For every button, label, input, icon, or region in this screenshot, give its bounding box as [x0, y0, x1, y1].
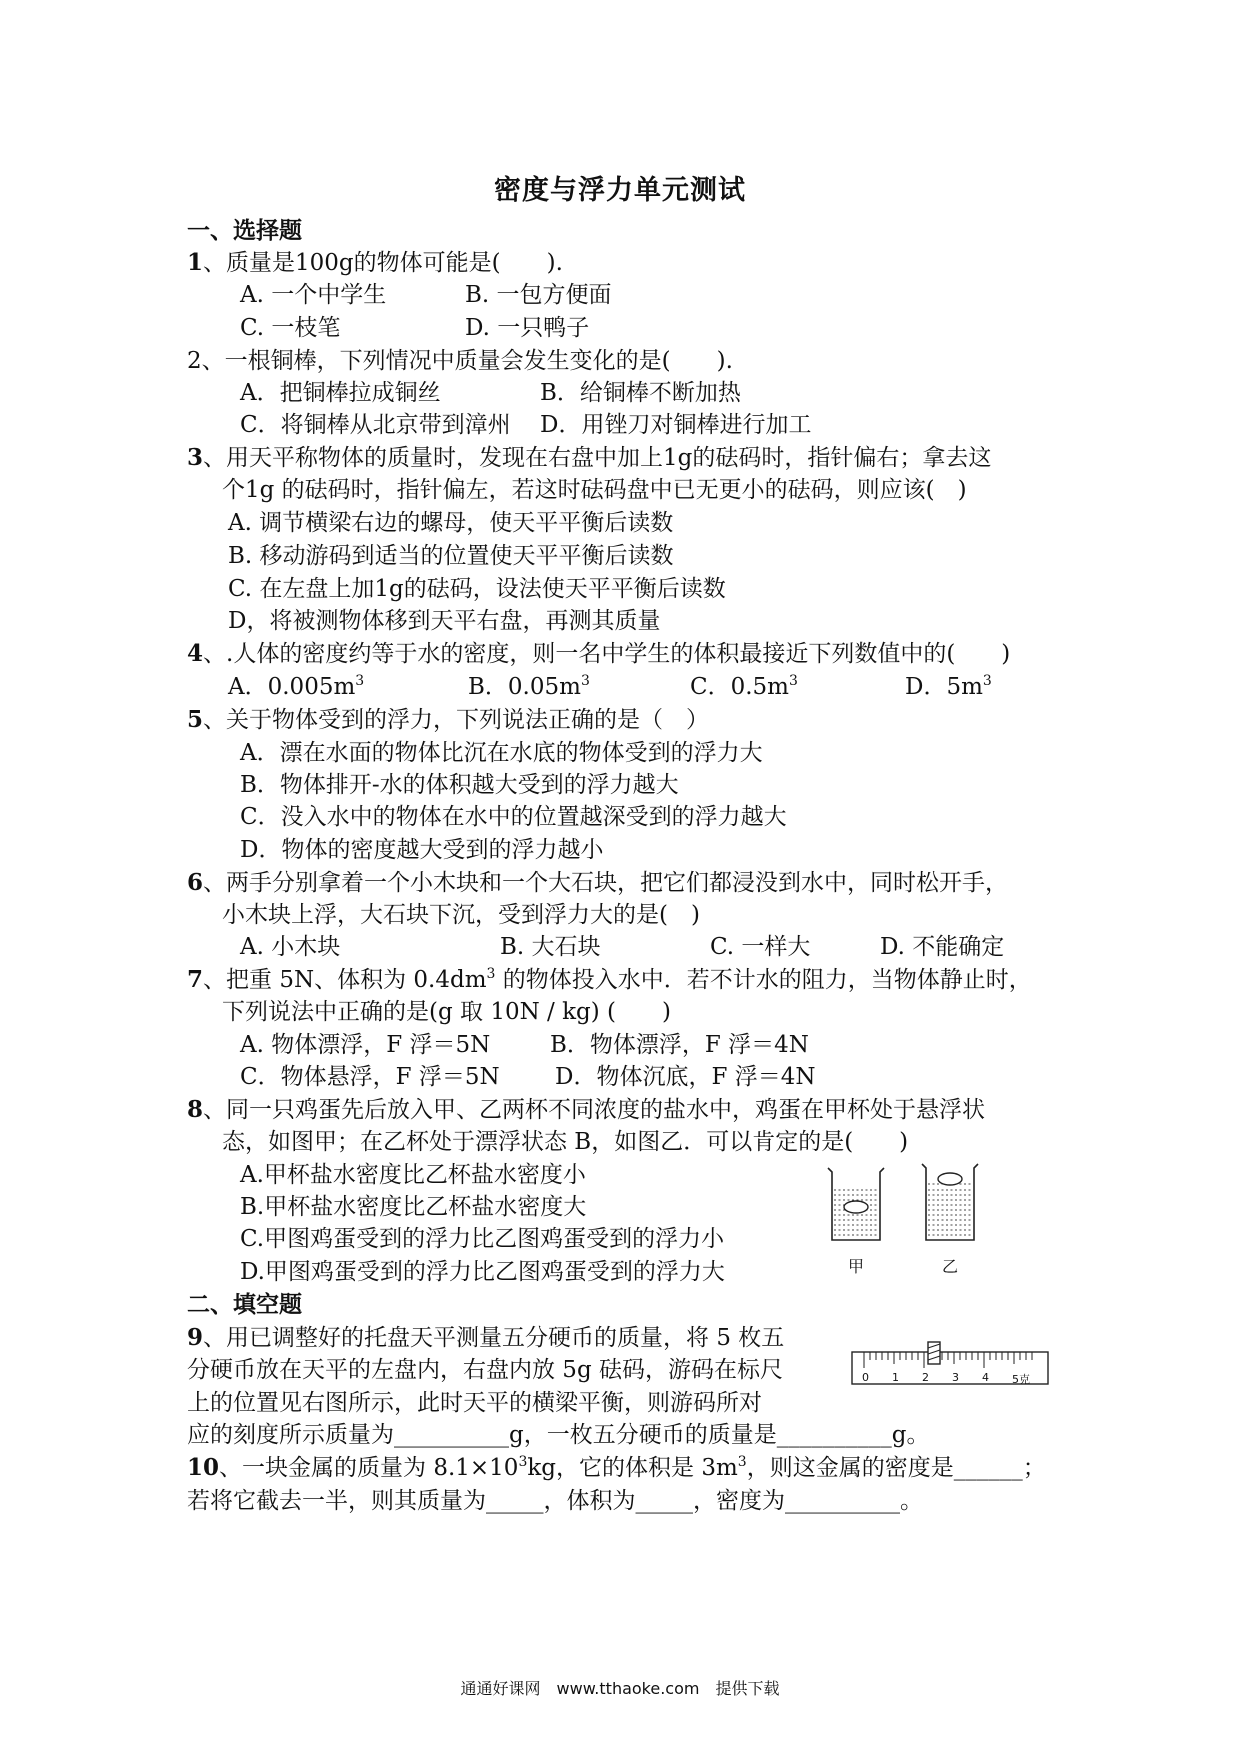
question-number: 1: [187, 249, 204, 276]
question-10-cont: 若将它截去一半，则其质量为_____，体积为_____，密度为__________。: [187, 1488, 923, 1514]
beaker-jia: [828, 1168, 884, 1240]
q5-option-c: C．没入水中的物体在水中的位置越深受到的浮力越大: [240, 804, 787, 830]
q3-option-d: D，将被测物体移到天平右盘，再测其质量: [228, 608, 661, 634]
question-number: 3: [187, 444, 204, 471]
question-7: 7、把重 5N、体积为 $0.4dm^3$ 的物体投入水中．若不计水的阻力，当物体静止时，: [187, 966, 1032, 993]
question-number: 4: [187, 640, 204, 667]
beaker-figure: [820, 1160, 1000, 1284]
figure-label-jia: 甲: [848, 1257, 865, 1276]
page-title: 密度与浮力单元测试: [494, 175, 746, 206]
ruler-label: 5克: [1012, 1373, 1030, 1386]
q2-option-a: A．把铜棒拉成铜丝: [240, 380, 441, 406]
q8-option-a: A.甲杯盐水密度比乙杯盐水密度小: [240, 1162, 586, 1188]
question-3: [187, 443, 991, 473]
q2-option-c: C．将铜棒从北京带到漳州: [240, 412, 511, 438]
question-number: 5: [187, 706, 204, 733]
q7-option-d: D．物体沉底，F 浮＝4N: [555, 1064, 816, 1090]
q7-option-b: B．物体漂浮，F 浮＝4N: [550, 1032, 809, 1058]
question-3-cont: 个1g 的砝码时，指针偏左，若这时砝码盘中已无更小的砝码，则应该( ): [222, 477, 967, 503]
q1-option-a: A. 一个中学生: [240, 282, 387, 308]
q6-option-c: C. 一样大: [710, 934, 811, 960]
question-number: 9: [187, 1324, 204, 1351]
q5-option-d: D．物体的密度越大受到的浮力越小: [240, 837, 604, 863]
question-text: 、.人体的密度约等于水的密度，则一名中学生的体积最接近下列数值中的( ): [203, 641, 1011, 667]
ruler-label: 4: [982, 1371, 989, 1384]
question-text: 、质量是100g的物体可能是( ).: [203, 250, 563, 276]
q4-option-b: B．$0.05m^3$: [468, 673, 590, 700]
q1-option-c: C. 一枝笔: [240, 315, 341, 341]
ruler-figure: [850, 1340, 1050, 1394]
q8-option-b: B.甲杯盐水密度比乙杯盐水密度大: [240, 1194, 587, 1220]
question-text: 、同一只鸡蛋先后放入甲、乙两杯不同浓度的盐水中，鸡蛋在甲杯处于悬浮状: [203, 1097, 986, 1123]
q6-option-b: B. 大石块: [500, 934, 601, 960]
q4-option-d: D．$5m^3$: [905, 673, 992, 700]
q5-option-b: B．物体排开-水的体积越大受到的浮力越大: [240, 772, 679, 798]
question-number: 6: [187, 869, 204, 896]
question-number: 7: [187, 966, 204, 993]
q3-option-b: B. 移动游码到适当的位置使天平平衡后读数: [228, 543, 674, 569]
q1-option-b: B. 一包方便面: [465, 282, 612, 308]
egg-icon: [938, 1173, 962, 1185]
question-7-cont: 下列说法中正确的是(g 取 10N / kg) ( ): [222, 999, 671, 1025]
q6-option-a: A. 小木块: [240, 934, 341, 960]
ruler-label: 0: [862, 1371, 869, 1384]
q7-option-a: A. 物体漂浮，F 浮＝5N: [240, 1032, 491, 1058]
q8-option-c: C.甲图鸡蛋受到的浮力比乙图鸡蛋受到的浮力小: [240, 1226, 725, 1252]
q6-option-d: D. 不能确定: [880, 934, 1005, 960]
section-heading-fill: 二、填空题: [187, 1292, 302, 1318]
question-9-line4: 应的刻度所示质量为__________g，一枚五分硬币的质量是__________g。: [187, 1422, 930, 1448]
question-1: [187, 248, 563, 278]
q5-option-a: A．漂在水面的物体比沉在水底的物体受到的浮力大: [240, 740, 763, 766]
ruler-labels: [850, 1371, 1050, 1385]
question-2: [187, 346, 733, 376]
question-9: 9、用已调整好的托盘天平测量五分硬币的质量，将 5 枚五: [187, 1324, 785, 1351]
ruler-label: 2: [922, 1371, 929, 1384]
q2-option-d: D．用锉刀对铜棒进行加工: [540, 412, 812, 438]
ruler-label: 3: [952, 1371, 959, 1384]
section-heading-choice: 一、选择题: [187, 218, 302, 244]
question-text: 、用天平称物体的质量时，发现在右盘中加上1g的砝码时，指针偏右；拿去这: [203, 445, 992, 471]
figure-label-yi: 乙: [942, 1257, 959, 1276]
question-8: [187, 1095, 985, 1125]
question-number: 10: [187, 1454, 220, 1481]
egg-icon: [844, 1201, 868, 1213]
q4-option-c: C．$0.5m^3$: [690, 673, 798, 700]
question-number: 8: [187, 1096, 204, 1123]
question-text: 、一根铜棒，下列情况中质量会发生变化的是( ).: [201, 348, 733, 374]
question-text: 、两手分别拿着一个小木块和一个大石块，把它们都浸没到水中，同时松开手，: [203, 870, 1009, 896]
ruler-label: 1: [892, 1371, 899, 1384]
question-5: [187, 705, 709, 735]
question-4: [187, 639, 1010, 669]
q8-option-d: D.甲图鸡蛋受到的浮力比乙图鸡蛋受到的浮力大: [240, 1259, 725, 1285]
question-number: 2: [187, 348, 202, 374]
beakers-diagram: [820, 1160, 1000, 1280]
q2-option-b: B．给铜棒不断加热: [540, 380, 741, 406]
page-footer: 通通好课网 www.tthaoke.com 提供下载: [460, 1679, 780, 1698]
question-10: 10、一块金属的质量为 $8.1\times 10^3kg$，它的体积是 $3m^3$，则这金属的密度是______；: [187, 1454, 1046, 1481]
q7-option-c: C．物体悬浮，F 浮＝5N: [240, 1064, 500, 1090]
q4-option-a: A．$0.005m^3$: [228, 673, 365, 700]
question-text: 、关于物体受到的浮力，下列说法正确的是（ ）: [203, 707, 710, 733]
question-6: [187, 868, 1008, 898]
question-6-cont: 小木块上浮，大石块下沉，受到浮力大的是( ): [222, 902, 700, 928]
question-9-line3: 上的位置见右图所示，此时天平的横梁平衡，则游码所对: [187, 1390, 762, 1416]
rider-marker: [928, 1342, 940, 1364]
q1-option-d: D. 一只鸭子: [465, 315, 590, 341]
beaker-yi: [922, 1164, 978, 1240]
question-9-line2: 分硬币放在天平的左盘内，右盘内放 5g 砝码，游码在标尺: [187, 1357, 783, 1383]
q3-option-c: C. 在左盘上加1g的砝码，设法使天平平衡后读数: [228, 576, 726, 602]
question-8-cont: 态，如图甲；在乙杯处于漂浮状态 B，如图乙．可以肯定的是( ): [222, 1129, 909, 1155]
q3-option-a: A. 调节横梁右边的螺母，使天平平衡后读数: [228, 510, 674, 536]
